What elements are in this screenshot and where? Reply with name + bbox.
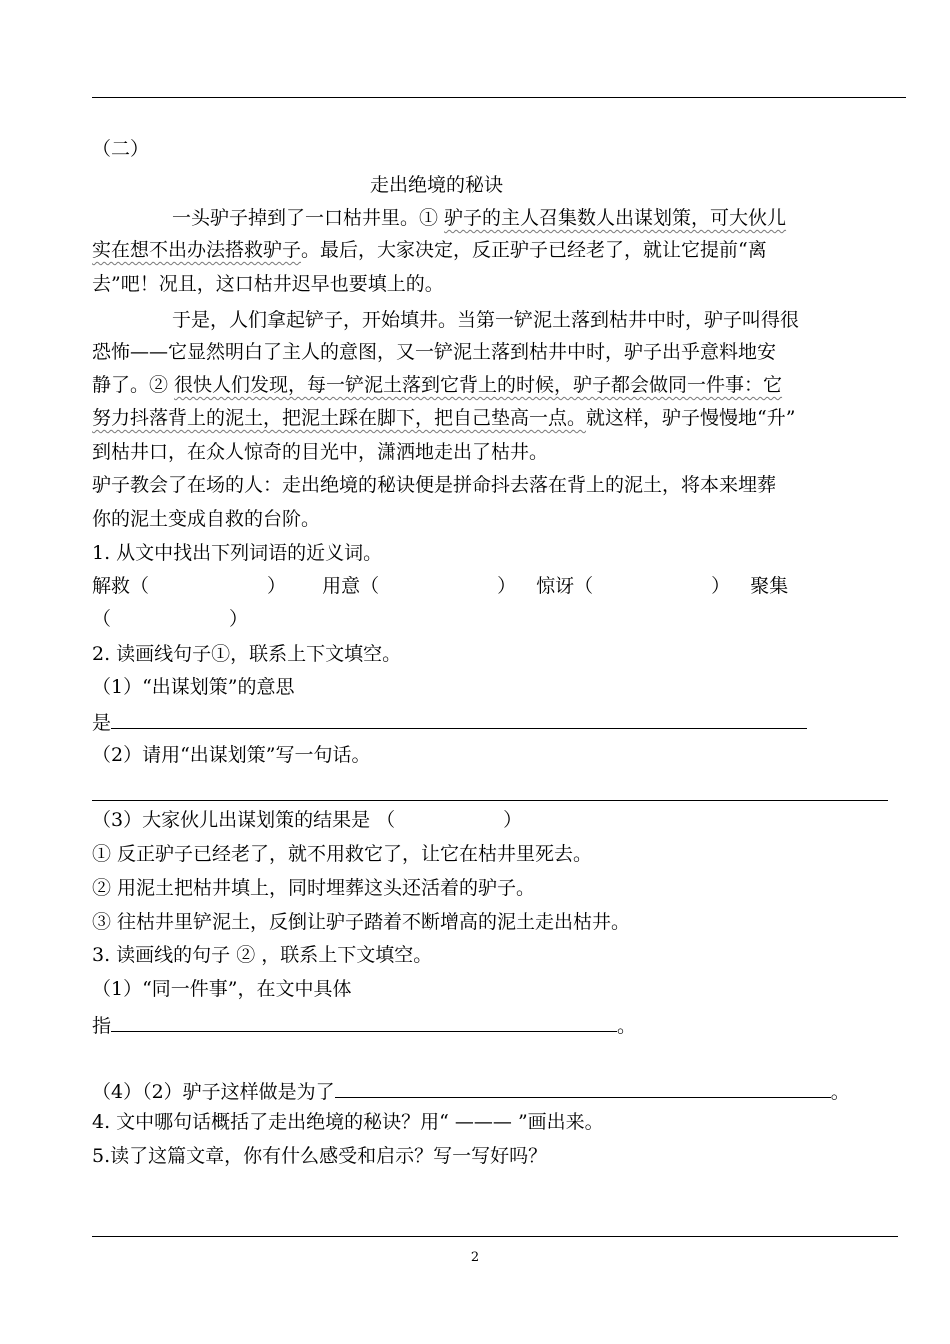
- q2-sub2: （2）请用“出谋划策”写一句话。: [92, 744, 371, 766]
- paren-open: （: [92, 608, 112, 630]
- q1-word-juji: 聚集: [750, 575, 789, 597]
- paren-close: ）: [267, 575, 287, 597]
- answer-line[interactable]: [111, 708, 807, 729]
- q1-words-row: [92, 573, 788, 599]
- q2-sub3: [92, 807, 522, 833]
- q1-last-blank: [92, 606, 248, 632]
- para1-line1: [172, 205, 786, 231]
- paren-close: ）: [497, 575, 517, 597]
- q2-option-2[interactable]: ② 用泥土把枯井填上，同时埋葬这头还活着的驴子。: [92, 877, 536, 899]
- q1-word-jiejiu: 解救（: [92, 575, 150, 597]
- footer-rule: [92, 1236, 898, 1237]
- paren-close: ）: [711, 575, 731, 597]
- q3-sub1-prefix: 指: [92, 1015, 112, 1037]
- answer-line[interactable]: [92, 800, 888, 801]
- para2-line5: 到枯井口，在众人惊奇的目光中，潇洒地走出了枯井。: [92, 441, 549, 463]
- para1-text: 。最后，大家决定，反正驴子已经老了，就让它提前“离: [301, 239, 767, 261]
- para1-line2: [92, 237, 767, 263]
- q3-sub4-text: （4）（2）驴子这样做是为了: [92, 1081, 335, 1103]
- passage-title: 走出绝境的秘诀: [370, 174, 504, 196]
- underlined-sentence-1-cont: 实在想不出办法搭救驴子: [92, 239, 302, 261]
- q2-option-1[interactable]: ① 反正驴子已经老了，就不用救它了，让它在枯井里死去。: [92, 843, 593, 865]
- q2-sub1: （1）“出谋划策”的意思: [92, 676, 295, 698]
- para2-line1: 于是，人们拿起铲子，开始填井。当第一铲泥土落到枯井中时，驴子叫得很: [172, 309, 800, 331]
- q1-word-jingya: 惊讶（: [536, 575, 594, 597]
- q2-sub1-answer: [92, 708, 807, 736]
- para2-line2: 恐怖——它显然明白了主人的意图，又一铲泥土落到枯井中时，驴子出乎意料地安: [92, 341, 777, 363]
- paren-close: ）: [503, 809, 523, 831]
- para2-line3: [92, 372, 782, 398]
- question-3: 3. 读画线的句子 ② ，联系上下文填空。: [92, 944, 433, 966]
- paren-close: ）: [229, 608, 249, 630]
- answer-line[interactable]: [335, 1077, 831, 1098]
- para3-line1: 驴子教会了在场的人：走出绝境的秘诀便是拼命抖去落在背上的泥土，将本来埋葬: [92, 474, 777, 496]
- underlined-sentence-1: 驴子的主人召集数人出谋划策，可大伙儿: [444, 207, 787, 229]
- underlined-sentence-2-cont: 努力抖落背上的泥土，把泥土踩在脚下，把自己垫高一点。: [92, 407, 587, 429]
- para1-text: 一头驴子掉到了一口枯井里。①: [172, 207, 445, 229]
- question-5: 5.读了这篇文章，你有什么感受和启示？写一写好吗？: [92, 1145, 548, 1167]
- q3-sub1-answer: [92, 1011, 636, 1039]
- para1-line3: 去”吧！况且，这口枯井迟早也要填上的。: [92, 273, 444, 295]
- question-4: 4. 文中哪句话概括了走出绝境的秘诀？用“ ——— ”画出来。: [92, 1111, 604, 1133]
- para2-text: 静了。②: [92, 374, 175, 396]
- q1-word-yongyi: 用意（: [322, 575, 380, 597]
- header-rule: [92, 97, 906, 98]
- para2-line4: [92, 405, 795, 431]
- question-1: 1. 从文中找出下列词语的近义词。: [92, 542, 383, 564]
- section-number: （二）: [92, 138, 150, 160]
- page-number: 2: [470, 1250, 480, 1265]
- para2-text: 就这样，驴子慢慢地“升”: [586, 407, 796, 429]
- answer-line[interactable]: [111, 1011, 617, 1032]
- q2-sub3-text: （3）大家伙儿出谋划策的结果是 （: [92, 809, 396, 831]
- para3-line2: 你的泥土变成自救的台阶。: [92, 508, 321, 530]
- q3-sub1: （1）“同一件事”，在文中具体: [92, 978, 352, 1000]
- q2-option-3[interactable]: ③ 往枯井里铲泥土，反倒让驴子踏着不断增高的泥土走出枯井。: [92, 911, 631, 933]
- period: 。: [617, 1015, 637, 1037]
- q2-sub1-prefix: 是: [92, 712, 112, 734]
- q3-sub4: [92, 1077, 850, 1105]
- underlined-sentence-2: 很快人们发现，每一铲泥土落到它背上的时候，驴子都会做同一件事：它: [174, 374, 783, 396]
- question-2: 2. 读画线句子①，联系上下文填空。: [92, 643, 402, 665]
- period: 。: [830, 1081, 850, 1103]
